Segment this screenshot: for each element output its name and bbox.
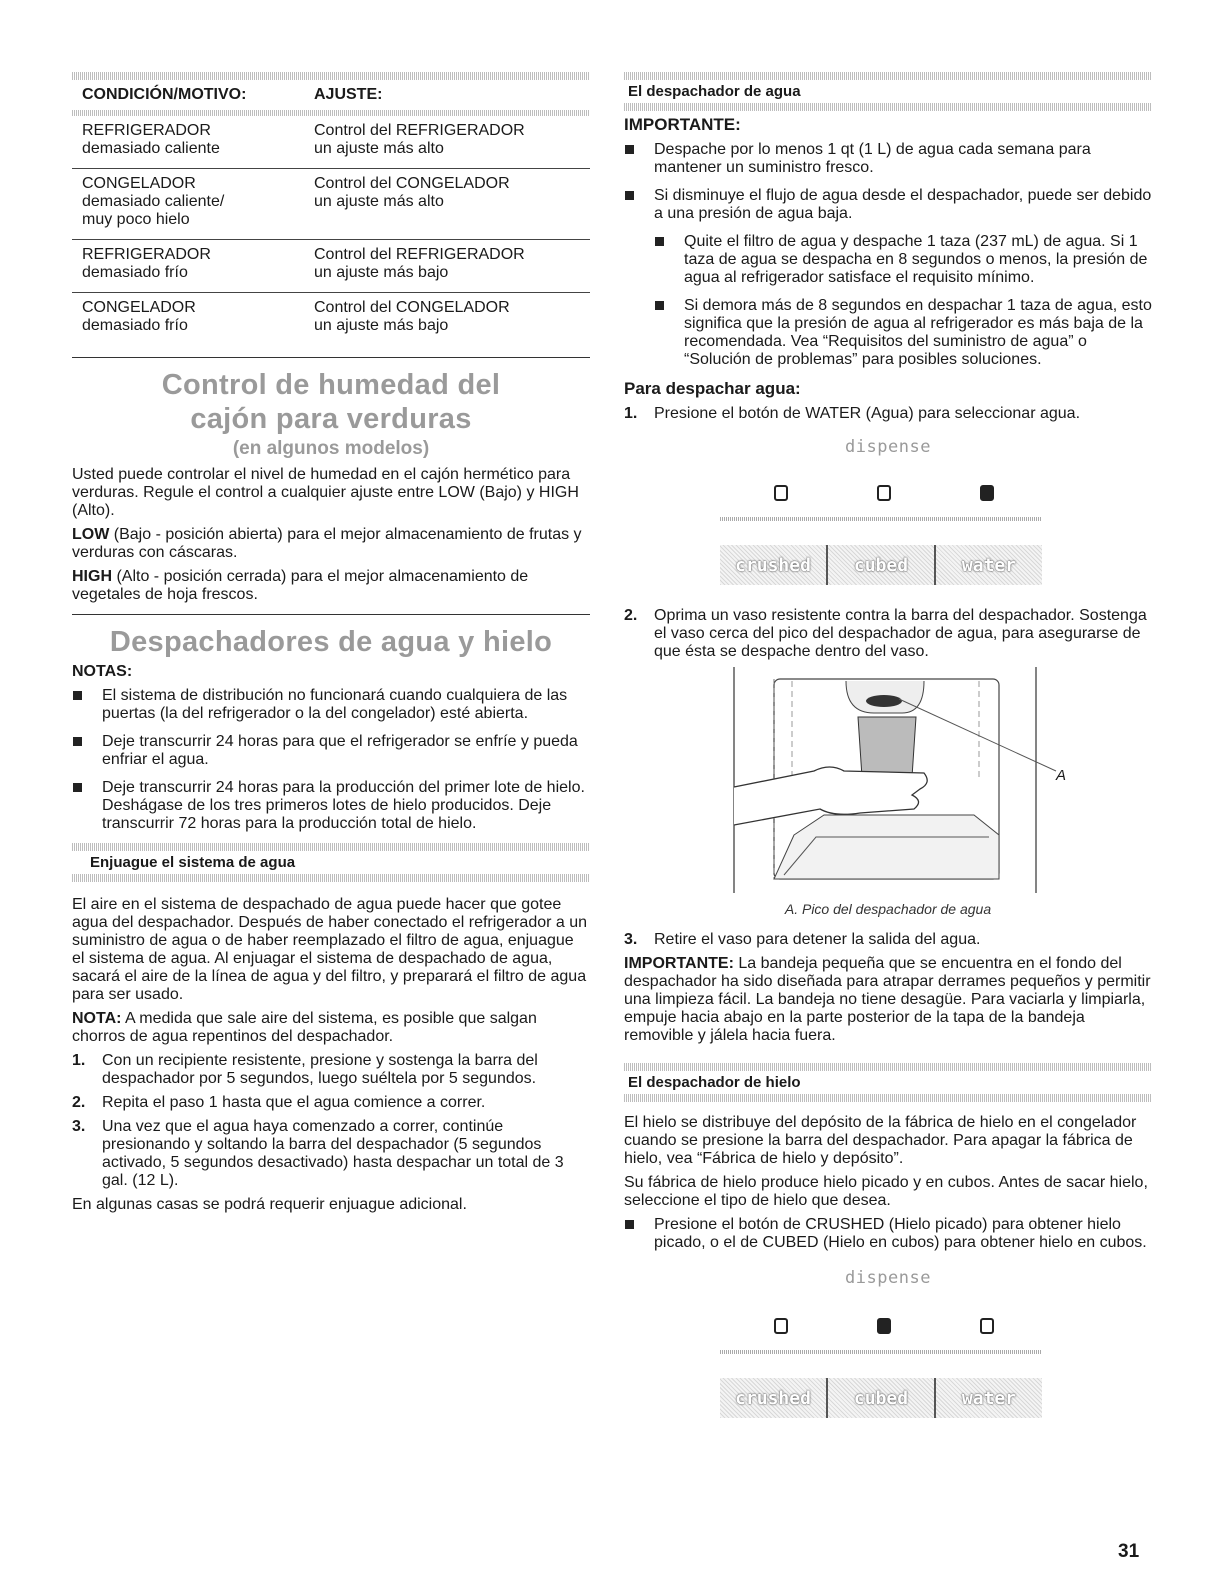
dispensers-section bbox=[72, 625, 590, 833]
high-paragraph bbox=[72, 568, 590, 604]
dispenser-panel-water bbox=[624, 429, 1152, 597]
low-text: (Bajo - posición abierta) para el mejor almacenamiento de frutas y verduras con cáscaras. bbox=[72, 526, 582, 561]
list-item bbox=[72, 1094, 590, 1112]
water-steps bbox=[624, 931, 1152, 949]
dispense-label: dispense bbox=[845, 1268, 931, 1288]
list-item bbox=[624, 607, 1152, 661]
flush-note bbox=[72, 1010, 590, 1046]
list-item: Si demora más de 8 segundos en despachar 1 taza de agua, esto significa que la presión de agua al refrigerador es más baja de la recomendada. Vea “Requisitos del suministro de agua” o “Solución de problemas” para posibles soluciones. bbox=[654, 297, 1152, 369]
water-button[interactable]: water bbox=[961, 554, 1017, 576]
dispensers-title: Despachadores de agua y hielo bbox=[109, 626, 553, 658]
water-heading: El despachador de agua bbox=[628, 83, 801, 100]
step-text: Con un recipiente resistente, presione y sostenga la barra del despachador por 5 segundos, luego suéltela por 5 segundos. bbox=[102, 1052, 538, 1087]
section-rule bbox=[624, 1094, 1152, 1102]
adjust-cell: Control del REFRIGERADOR un ajuste más alto bbox=[314, 122, 525, 157]
condition-cell: CONGELADOR demasiado frío bbox=[82, 299, 196, 334]
step-text: Una vez que el agua haya comenzado a correr, continúe presionando y soltando la barra del despachador (5 segundos activado, 5 segundos desactivado) hasta despachar un total de 3 gal. (12 L). bbox=[102, 1118, 564, 1189]
dispenser-panel-cubed bbox=[624, 1262, 1152, 1430]
low-label: LOW bbox=[72, 526, 110, 543]
figure-caption: A. Pico del despachador de agua bbox=[784, 901, 992, 917]
note-item: El sistema de distribución no funcionará cuando cualquiera de las puertas (la del refrigerador o la del congelador) esté abierta. bbox=[72, 687, 590, 723]
step-number: 3. bbox=[624, 931, 638, 948]
glass-under-spout-illustration bbox=[624, 667, 1152, 893]
cubed-button[interactable]: cubed bbox=[828, 545, 936, 585]
cubed-button[interactable]: cubed bbox=[828, 1378, 936, 1418]
list-item bbox=[72, 1052, 590, 1088]
water-indicator bbox=[980, 1318, 994, 1334]
low-paragraph bbox=[72, 526, 590, 562]
section-rule bbox=[72, 843, 590, 851]
table-row bbox=[72, 293, 590, 357]
water-sub-bullets bbox=[654, 233, 1152, 369]
step-number: 2. bbox=[72, 1094, 86, 1111]
flush-section bbox=[72, 843, 590, 1214]
adjust-cell: Control del REFRIGERADOR un ajuste más bajo bbox=[314, 246, 525, 281]
water-button[interactable]: water bbox=[961, 1387, 1017, 1409]
water-bullets bbox=[624, 141, 1152, 223]
water-steps bbox=[624, 607, 1152, 661]
list-item: Despache por lo menos 1 qt (1 L) de agua cada semana para mantener un suministro fresco. bbox=[624, 141, 1152, 177]
flush-closing: En algunas casas se podrá requerir enjuague adicional. bbox=[72, 1196, 467, 1213]
dispenser-illustration bbox=[624, 667, 1152, 893]
crushed-button[interactable]: crushed bbox=[720, 545, 828, 585]
crushed-indicator bbox=[774, 485, 788, 501]
list-item: Presione el botón de CRUSHED (Hielo picado) para obtener hielo picado, o el de CUBED (Hielo en cubos) para obtener hielo en cubos. bbox=[624, 1216, 1152, 1252]
crushed-button[interactable]: crushed bbox=[720, 1378, 828, 1418]
callout-letter: A bbox=[1056, 767, 1067, 784]
adjust-header: AJUSTE: bbox=[314, 86, 383, 103]
important-paragraph bbox=[624, 955, 1152, 1045]
important-text: La bandeja pequeña que se encuentra en el fondo del despachador ha sido diseñada para atrapar derrames pequeños y permitir una limpieza fácil. La bandeja no tiene desagüe. Para vaciarla y limpiarla, empuje hacia abajo en la parte posterior de la tapa de la bandeja removible y jálela hacia fuera. bbox=[624, 955, 1151, 1044]
note-label: NOTA: bbox=[72, 1010, 122, 1027]
high-text: (Alto - posición cerrada) para el mejor almacenamiento de vegetales de hoja frescos. bbox=[72, 568, 529, 603]
ice-section bbox=[624, 1063, 1152, 1430]
list-item bbox=[624, 405, 1152, 423]
adjust-cell: Control del CONGELADOR un ajuste más bajo bbox=[314, 299, 510, 334]
section-rule bbox=[624, 103, 1152, 111]
list-item bbox=[624, 931, 1152, 949]
flush-paragraph: El aire en el sistema de despachado de agua puede hacer que gotee agua del despachador. Después de haber conectado el refrigerador a un suministro de agua o de haber reemplazado el filtro de agua, enjuague el sistema de agua. Al enjuagar el sistema de despachado de agua, sacará el aire de la línea de agua y del filtro, y preparará el filtro de agua para ser usado. bbox=[72, 896, 588, 1003]
step-number: 2. bbox=[624, 607, 638, 624]
step-text: Repita el paso 1 hasta que el agua comience a correr. bbox=[102, 1094, 486, 1111]
step-number: 1. bbox=[624, 405, 638, 422]
important-label: IMPORTANTE: bbox=[624, 115, 741, 134]
table-row bbox=[72, 240, 590, 293]
flush-heading: Enjuague el sistema de agua bbox=[90, 854, 296, 871]
dispense-label: dispense bbox=[845, 437, 931, 457]
cubed-indicator bbox=[877, 1318, 891, 1334]
table-top-rule bbox=[72, 72, 590, 80]
section-divider bbox=[72, 357, 590, 358]
note-item: Deje transcurrir 24 horas para que el refrigerador se enfríe y pueda enfriar el agua. bbox=[72, 733, 590, 769]
section-rule bbox=[624, 72, 1152, 80]
humidity-subtitle: (en algunos modelos) bbox=[232, 438, 430, 459]
high-label: HIGH bbox=[72, 568, 112, 585]
flush-steps bbox=[72, 1052, 590, 1190]
notes-list bbox=[72, 687, 590, 833]
humidity-title-line1: Control de humedad del bbox=[161, 369, 501, 401]
note-text: A medida que sale aire del sistema, es posible que salgan chorros de agua repentinos del despachador. bbox=[72, 1010, 537, 1045]
condition-cell: REFRIGERADOR demasiado frío bbox=[82, 246, 211, 281]
step-number: 3. bbox=[72, 1118, 86, 1135]
note-item: Deje transcurrir 24 horas para la producción del primer lote de hielo. Deshágase de los tres primeros lotes de hielo producidos. Deje transcurrir 72 horas para la producción total de hielo. bbox=[72, 779, 590, 833]
ice-bullets bbox=[624, 1216, 1152, 1252]
condition-cell: REFRIGERADOR demasiado caliente bbox=[82, 122, 220, 157]
step-text: Oprima un vaso resistente contra la barra del despachador. Sostenga el vaso cerca del pico del despachador de agua, para asegurarse de que ésta se despache dentro del vaso. bbox=[654, 607, 1147, 660]
table-row bbox=[72, 169, 590, 240]
dispenser-button-bar bbox=[720, 1378, 1042, 1418]
humidity-title-line2: cajón para verduras bbox=[190, 403, 472, 435]
ice-heading: El despachador de hielo bbox=[628, 1074, 801, 1091]
humidity-section bbox=[72, 368, 590, 604]
ice-paragraph: El hielo se distribuye del depósito de la fábrica de hielo en el congelador cuando se presione la barra del despachador. Para apagar la fábrica de hielo, vea “Fábrica de hielo y depósito”. bbox=[624, 1114, 1137, 1167]
page-number: 31 bbox=[1118, 1541, 1140, 1562]
condition-cell: CONGELADOR demasiado caliente/ muy poco hielo bbox=[82, 175, 225, 228]
list-item: Quite el filtro de agua y despache 1 taza (237 mL) de agua. Si 1 taza de agua se despacha en 8 segundos o menos, la presión de agua al refrigerador satisface el requisito mínimo. bbox=[654, 233, 1152, 287]
panel-rule bbox=[720, 1350, 1042, 1354]
important-label: IMPORTANTE: bbox=[624, 955, 734, 972]
left-column bbox=[72, 72, 590, 1214]
table-row bbox=[72, 116, 590, 169]
water-steps bbox=[624, 405, 1152, 423]
step-text: Retire el vaso para detener la salida del agua. bbox=[654, 931, 981, 948]
section-rule bbox=[624, 1063, 1152, 1071]
table-header bbox=[72, 80, 590, 110]
panel-rule bbox=[720, 517, 1042, 521]
dispenser-button-bar bbox=[720, 545, 1042, 585]
humidity-paragraph: Usted puede controlar el nivel de humedad en el cajón hermético para verduras. Regule el control a cualquier ajuste entre LOW (Bajo) y HIGH (Alto). bbox=[72, 466, 579, 519]
crushed-indicator bbox=[774, 1318, 788, 1334]
howto-heading: Para despachar agua: bbox=[624, 379, 801, 398]
list-item bbox=[72, 1118, 590, 1190]
step-number: 1. bbox=[72, 1052, 86, 1069]
ice-paragraph: Su fábrica de hielo produce hielo picado y en cubos. Antes de sacar hielo, seleccione el tipo de hielo que desea. bbox=[624, 1174, 1148, 1209]
step-text: Presione el botón de WATER (Agua) para seleccionar agua. bbox=[654, 405, 1081, 422]
condition-header: CONDICIÓN/MOTIVO: bbox=[82, 86, 247, 103]
cubed-indicator bbox=[877, 485, 891, 501]
adjust-cell: Control del CONGELADOR un ajuste más alto bbox=[314, 175, 510, 210]
water-indicator bbox=[980, 485, 994, 501]
notes-label: NOTAS: bbox=[72, 663, 133, 680]
section-rule bbox=[72, 874, 590, 882]
right-column bbox=[624, 72, 1152, 1430]
list-item: Si disminuye el flujo de agua desde el despachador, puede ser debido a una presión de agua baja. bbox=[624, 187, 1152, 223]
section-divider bbox=[72, 614, 590, 615]
